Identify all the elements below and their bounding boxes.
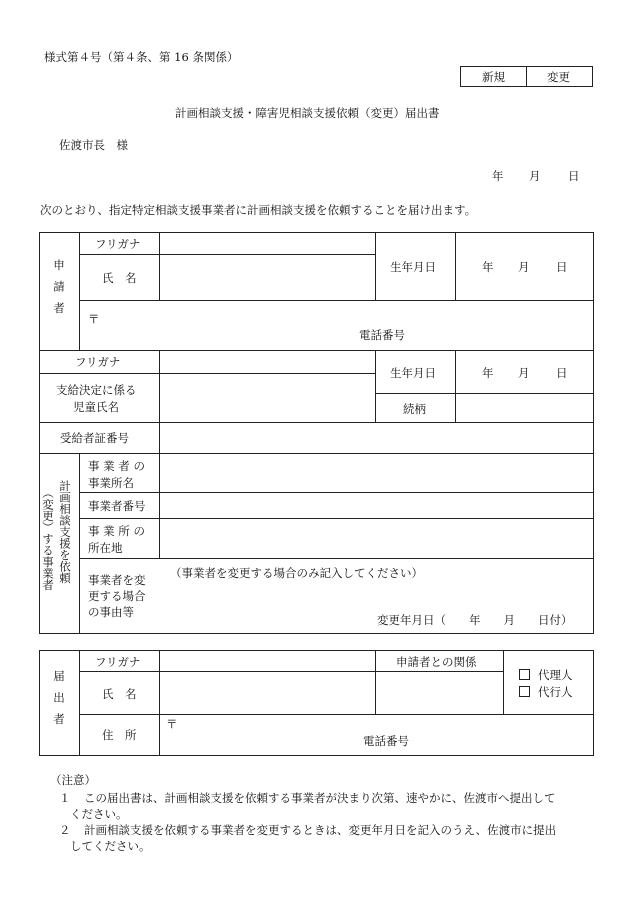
applicant-birth-year: 年	[482, 260, 494, 274]
note-2-number: ２	[59, 823, 71, 837]
child-relation-label: 続柄	[403, 402, 426, 416]
child-birth-day: 日	[556, 366, 568, 380]
col-line	[159, 350, 160, 453]
col-line	[503, 650, 504, 714]
intro-text: 次のとおり、指定特定相談支援事業者に計画相談支援を依頼することを届け出ます。	[40, 203, 477, 217]
col-line	[455, 232, 456, 300]
office-name-label-2: 事業所名	[88, 476, 134, 490]
row-line	[79, 254, 375, 255]
agent-checkbox[interactable]	[519, 669, 530, 680]
form-number: 様式第４号（第４条、第 16 条関係）	[44, 50, 239, 64]
reason-label-1: 事業者を変	[88, 573, 146, 587]
row-line	[39, 373, 375, 374]
col-line	[79, 232, 80, 350]
date-month: 月	[529, 169, 541, 183]
badge-change: 変更	[547, 70, 570, 84]
proxy-label: 代行人	[538, 685, 573, 699]
badge-new: 新規	[482, 70, 505, 84]
applicant-birth-month: 月	[518, 260, 530, 274]
note-2-line1: 計画相談支援を依頼する事業者を変更するときは、変更年月日を記入のうえ、佐渡市に提出	[84, 823, 557, 837]
child-birthdate-label: 生年月日	[390, 366, 436, 380]
col-line	[455, 350, 456, 422]
col-line	[375, 232, 376, 300]
row-line	[39, 422, 594, 423]
option-agent[interactable]	[519, 667, 573, 683]
child-name-label-1: 支給決定に係る	[56, 383, 137, 397]
date-year: 年	[492, 169, 504, 183]
row-line	[39, 453, 594, 454]
provider-number-label: 事業者番号	[88, 499, 146, 513]
applicant-name-label: 氏 名	[102, 271, 137, 285]
reason-note: （事業者を変更する場合のみ記入してください）	[170, 566, 423, 580]
row-line	[79, 518, 594, 519]
row-line	[79, 300, 594, 301]
notifier-section-label: 届出者	[52, 670, 66, 735]
office-address-label-1: 事 業 所 の	[88, 524, 145, 538]
col-line	[79, 650, 80, 756]
reason-label-2: 更する場合	[88, 589, 146, 603]
col-line	[159, 453, 160, 558]
applicant-birth-day: 日	[556, 260, 568, 274]
provider-section-label-col2: （変更）する事業者	[41, 487, 55, 591]
notifier-name-label: 氏 名	[102, 687, 137, 701]
applicant-postal-mark: 〒	[88, 312, 100, 326]
agent-label: 代理人	[538, 668, 573, 682]
applicant-furigana-label: フリガナ	[95, 237, 141, 251]
option-proxy[interactable]	[519, 684, 573, 700]
row-line	[79, 671, 503, 672]
addressee: 佐渡市長 様	[59, 138, 128, 152]
child-name-label-2: 児童氏名	[73, 400, 119, 414]
provider-section-label-col1: 計画相談支援を依頼	[58, 480, 72, 584]
row-line	[39, 350, 594, 351]
office-address-label-2: 所在地	[88, 541, 123, 555]
col-line	[159, 232, 160, 300]
col-line	[375, 650, 376, 714]
col-line	[79, 453, 80, 634]
note-1-line1: この届出書は、計画相談支援を依頼する事業者が決まり次第、速やかに、佐渡市へ提出して	[84, 791, 556, 805]
notes-heading: （注意）	[50, 773, 96, 787]
applicant-phone-label: 電話番号	[359, 328, 405, 342]
note-1-number: １	[59, 791, 71, 805]
notifier-phone-label: 電話番号	[363, 734, 409, 748]
recipient-id-label: 受給者証番号	[60, 431, 129, 445]
reason-label-3: の事由等	[88, 605, 134, 619]
badge-divider	[526, 66, 527, 87]
row-line	[79, 714, 594, 715]
child-birth-month: 月	[518, 366, 530, 380]
notifier-address-label: 住 所	[102, 728, 137, 742]
child-birth-year: 年	[482, 366, 494, 380]
office-name-label-1: 事 業 者 の	[88, 459, 145, 473]
notifier-furigana-label: フリガナ	[95, 655, 141, 669]
notifier-postal-mark: 〒	[166, 717, 178, 731]
change-date-field: 変更年月日（ 年 月 日付）	[377, 613, 573, 627]
note-1-line2: ください。	[70, 807, 128, 821]
date-day: 日	[568, 169, 580, 183]
note-2-line2: してください。	[70, 839, 151, 853]
row-line	[79, 492, 594, 493]
proxy-checkbox[interactable]	[519, 686, 530, 697]
applicant-section-label: 申請者	[52, 259, 66, 324]
form-title: 計画相談支援・障害児相談支援依頼（変更）届出書	[175, 106, 440, 120]
notifier-relation-label: 申請者との関係	[396, 655, 477, 669]
col-line	[375, 350, 376, 422]
child-furigana-label: フリガナ	[75, 355, 121, 369]
applicant-birthdate-label: 生年月日	[390, 260, 436, 274]
row-line	[375, 393, 594, 394]
col-line	[159, 650, 160, 756]
row-line	[79, 558, 594, 559]
